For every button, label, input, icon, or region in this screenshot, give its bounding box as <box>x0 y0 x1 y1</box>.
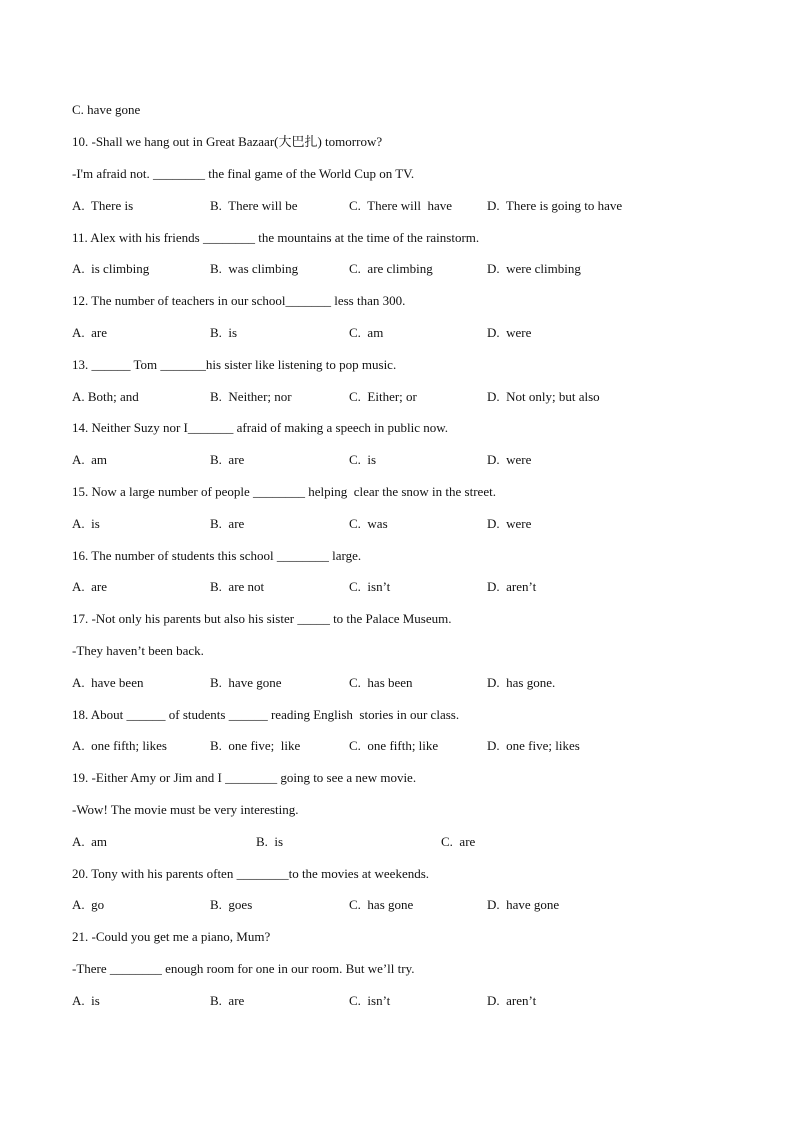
answer-option: C. Either; or <box>349 389 417 404</box>
answer-option: D. aren’t <box>487 993 537 1008</box>
question-line: 18. About ______ of students ______ reading English stories in our class. <box>72 707 460 722</box>
question-line: -There ________ enough room for one in our room. But we’ll try. <box>72 961 415 976</box>
answer-option: C. isn’t <box>349 993 391 1008</box>
answer-option: B. Neither; nor <box>210 389 292 404</box>
question-line: 20. Tony with his parents often ________to the movies at weekends. <box>72 866 430 881</box>
question-line: -Wow! The movie must be very interesting. <box>72 802 299 817</box>
answer-option: A. am <box>72 834 108 849</box>
answer-option: C. was <box>349 516 388 531</box>
answer-option: A. am <box>72 452 108 467</box>
answer-option: C. am <box>349 325 384 340</box>
answer-option: A. go <box>72 897 105 912</box>
answer-option: D. have gone <box>487 897 560 912</box>
question-line: 16. The number of students this school ________ large. <box>72 548 362 563</box>
answer-option: D. were <box>487 452 532 467</box>
answer-option: C. There will have <box>349 198 453 213</box>
question-line: 13. ______ Tom _______his sister like listening to pop music. <box>72 357 397 372</box>
answer-option: D. aren’t <box>487 579 537 594</box>
answer-option: B. are not <box>210 579 265 594</box>
answer-option: A. is <box>72 993 100 1008</box>
question-line: 19. -Either Amy or Jim and I ________ going to see a new movie. <box>72 770 417 785</box>
answer-option: C. has been <box>349 675 413 690</box>
answer-option: A. are <box>72 325 108 340</box>
answer-option: C. has gone <box>349 897 414 912</box>
answer-option: C. are <box>441 834 476 849</box>
answer-option: B. one five; like <box>210 738 301 753</box>
answer-option: D. were <box>487 325 532 340</box>
answer-option: C. have gone <box>72 102 141 117</box>
answer-option: B. is <box>210 325 238 340</box>
answer-option: A. is climbing <box>72 261 150 276</box>
question-line: 21. -Could you get me a piano, Mum? <box>72 929 271 944</box>
answer-option: D. There is going to have <box>487 198 623 213</box>
answer-option: C. are climbing <box>349 261 433 276</box>
answer-option: C. is <box>349 452 377 467</box>
question-line: 11. Alex with his friends ________ the mountains at the time of the rainstorm. <box>72 230 480 245</box>
question-line: -I'm afraid not. ________ the final game of the World Cup on TV. <box>72 166 415 181</box>
question-line: 12. The number of teachers in our school_______ less than 300. <box>72 293 406 308</box>
answer-option: D. were climbing <box>487 261 581 276</box>
answer-option: D. Not only; but also <box>487 389 600 404</box>
answer-option: D. were <box>487 516 532 531</box>
answer-option: C. isn’t <box>349 579 391 594</box>
question-line: 10. -Shall we hang out in Great Bazaar(大巴扎) tomorrow? <box>72 134 383 149</box>
answer-option: B. are <box>210 452 245 467</box>
answer-option: B. is <box>256 834 284 849</box>
answer-option: C. one fifth; like <box>349 738 439 753</box>
answer-option: A. There is <box>72 198 134 213</box>
question-line: -They haven’t been back. <box>72 643 204 658</box>
answer-option: B. have gone <box>210 675 282 690</box>
answer-option: D. one five; likes <box>487 738 580 753</box>
answer-option: A. have been <box>72 675 144 690</box>
answer-option: B. are <box>210 993 245 1008</box>
answer-option: D. has gone. <box>487 675 556 690</box>
answer-option: A. are <box>72 579 108 594</box>
answer-option: B. are <box>210 516 245 531</box>
question-line: 14. Neither Suzy nor I_______ afraid of making a speech in public now. <box>72 420 449 435</box>
question-line: 15. Now a large number of people ________ helping clear the snow in the street. <box>72 484 496 499</box>
answer-option: A. is <box>72 516 100 531</box>
question-line: 17. -Not only his parents but also his sister _____ to the Palace Museum. <box>72 611 452 626</box>
answer-option: A. one fifth; likes <box>72 738 167 753</box>
answer-option: A. Both; and <box>72 389 139 404</box>
answer-option: B. There will be <box>210 198 298 213</box>
answer-option: B. goes <box>210 897 253 912</box>
answer-option: B. was climbing <box>210 261 299 276</box>
